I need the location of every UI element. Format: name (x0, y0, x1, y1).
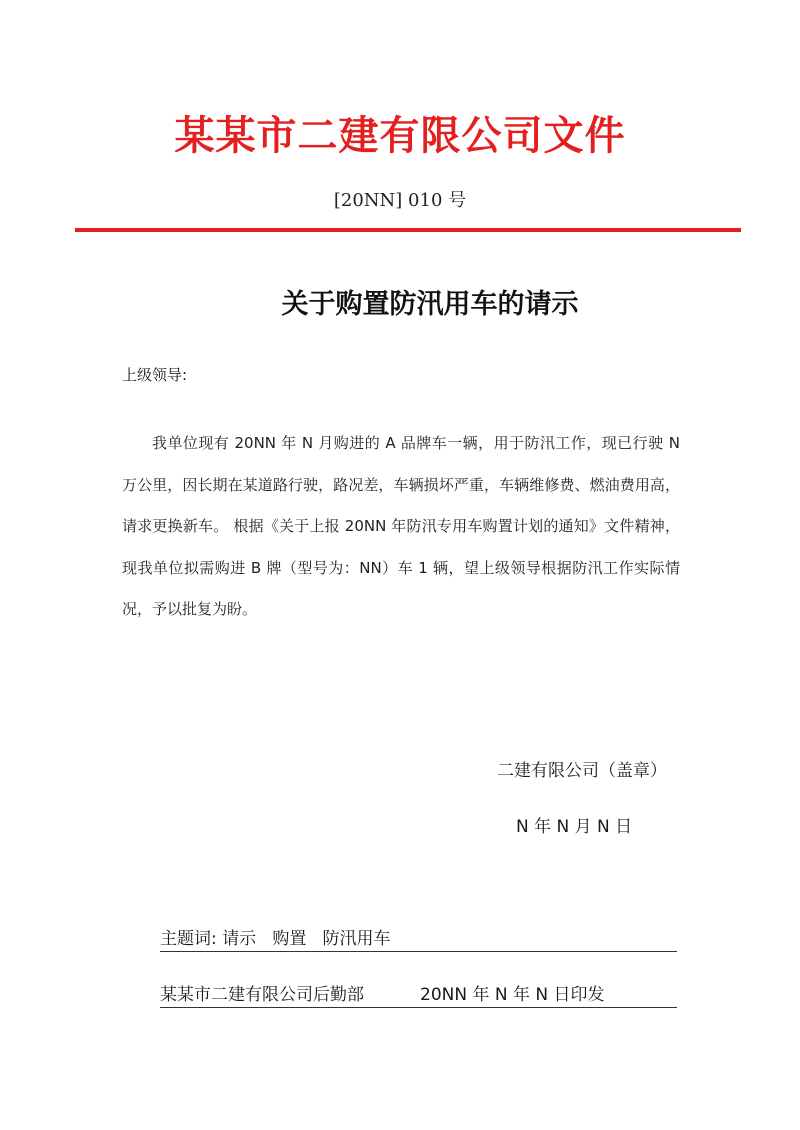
document-header-title: 某某市二建有限公司文件 (174, 113, 626, 159)
issuer-department: 某某市二建有限公司后勤部 (160, 985, 364, 1005)
request-title: 关于购置防汛用车的请示 (281, 289, 579, 320)
signature-company: 二建有限公司（盖章） (497, 761, 667, 781)
signature-date: N 年 N 月 N 日 (516, 817, 633, 837)
print-info-line (160, 980, 677, 1008)
salutation: 上级领导: (122, 366, 188, 384)
red-divider-line (75, 228, 741, 232)
keywords-line: 主题词: 请示 购置 防汛用车 (160, 924, 677, 952)
print-date: 20NN 年 N 年 N 日印发 (420, 985, 605, 1005)
document-number: [20NN] 010 号 (333, 190, 467, 211)
body-paragraph: 我单位现有 20NN 年 N 月购进的 A 品牌车一辆，用于防汛工作，现已行驶 N 万公里，因长期在某道路行驶，路况差，车辆损坏严重，车辆维修费、燃油费用高，请求更换新车。 根据《关于上报 20NN 年防汛专用车购置计划的通知》文件精神，现我单位拟需购进 B 牌（型号为：NN）车 1 辆，望上级领导根据防汛工作实际情况，予以批复为盼。 (122, 434, 680, 618)
